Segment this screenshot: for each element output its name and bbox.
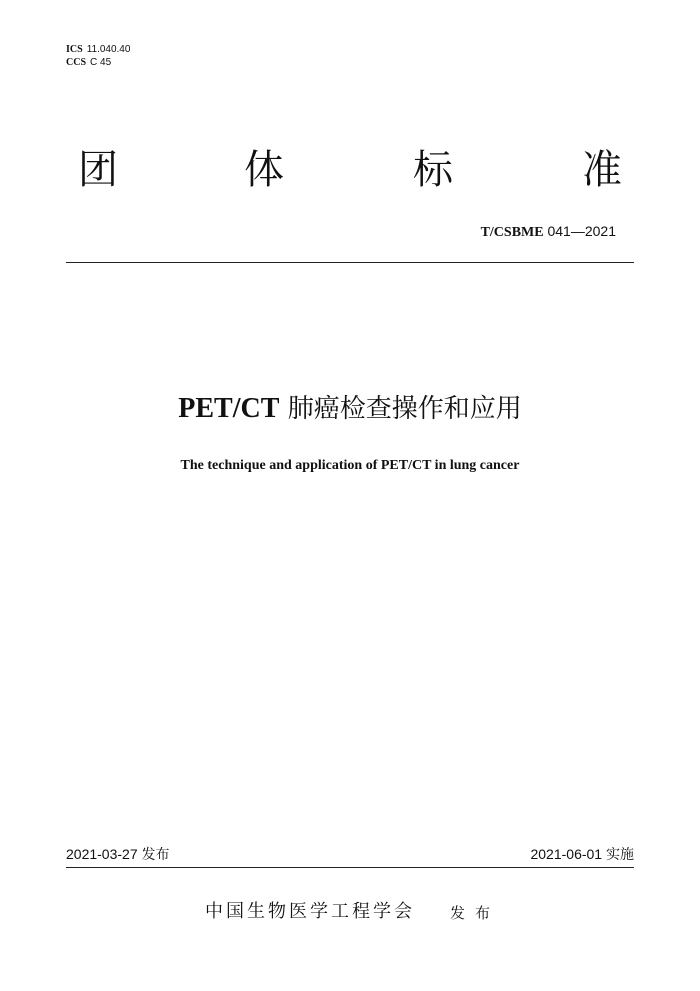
standard-code: [481, 222, 616, 242]
implementation-date-value: 2021-06-01: [530, 846, 603, 862]
ics-code: 11.040.40: [86, 44, 131, 55]
standard-type-char-1: 团: [78, 147, 118, 193]
ics-classification: [66, 44, 130, 56]
standard-code-prefix: T/CSBME: [480, 225, 544, 240]
document-title: [0, 392, 700, 426]
ics-label: ICS: [66, 44, 83, 55]
publisher-action: 发布: [450, 904, 501, 922]
implementation-date: [530, 845, 634, 864]
title-chinese-part: 肺癌检查操作和应用: [287, 394, 522, 424]
issue-date-value: 2021-03-27: [66, 846, 138, 862]
footer-divider: [66, 867, 634, 868]
ccs-code: C 45: [90, 57, 112, 68]
standard-type-char-2: 体: [244, 147, 284, 193]
header-divider: [66, 262, 634, 263]
ccs-classification: [66, 57, 111, 69]
standard-code-number: 041—2021: [547, 223, 616, 239]
document-title-english: The technique and application of PET/CT in lung cancer: [180, 458, 520, 473]
standard-type-char-4: 准: [582, 147, 622, 193]
ccs-label: CCS: [66, 57, 87, 68]
standard-type-char-3: 标: [413, 147, 453, 193]
implementation-date-label: 实施: [606, 847, 634, 863]
title-latin-part: PET/CT: [178, 393, 280, 424]
issue-date-label: 发布: [141, 847, 170, 863]
publisher-name: 中国生物医学工程学会: [205, 901, 415, 922]
issue-date: [66, 845, 170, 864]
